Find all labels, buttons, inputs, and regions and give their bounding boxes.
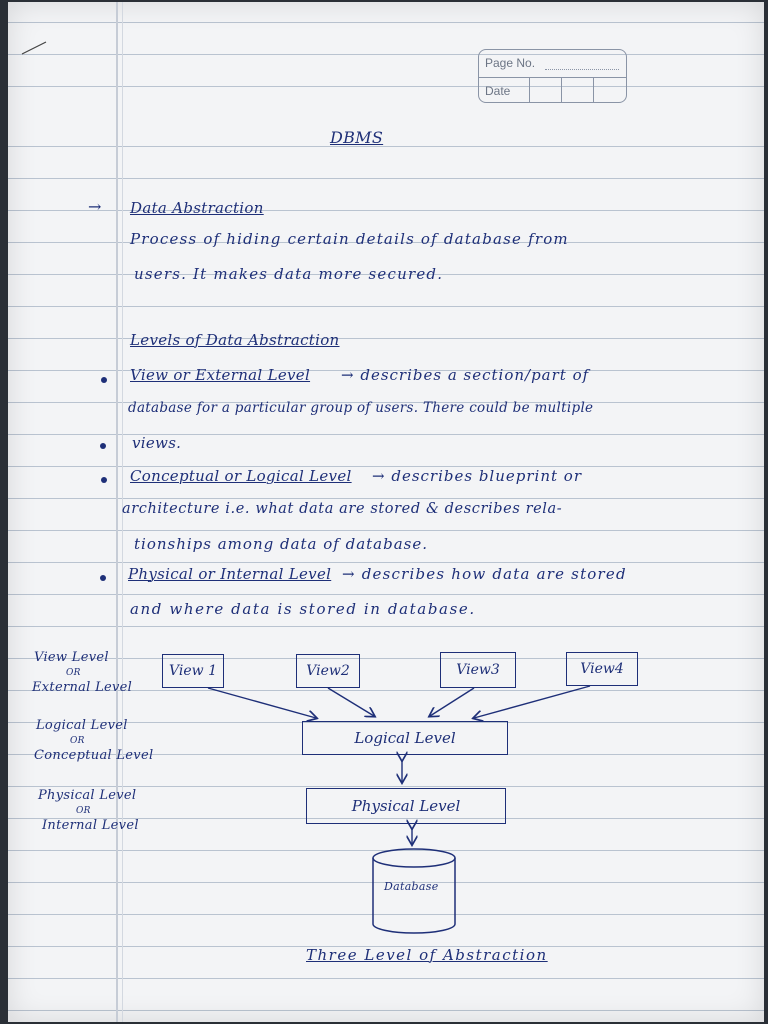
item2-text-line3: tionships among data of database. bbox=[134, 535, 429, 553]
arrow-marker: → bbox=[88, 197, 102, 216]
view-box-3: View3 bbox=[440, 652, 516, 688]
page-no-label: Page No. bbox=[485, 56, 536, 70]
item3-text-line2: and where data is stored in database. bbox=[130, 600, 476, 618]
database-cylinder-icon bbox=[373, 849, 455, 933]
arrow-view3-logical bbox=[430, 688, 474, 716]
diagram-connectors bbox=[8, 2, 764, 1022]
term-physical-internal-level: Physical or Internal Level bbox=[128, 565, 332, 583]
label-or: OR bbox=[66, 668, 81, 678]
arrow-view2-logical bbox=[328, 688, 374, 716]
arrow-view1-logical bbox=[208, 688, 316, 718]
label-or: OR bbox=[70, 736, 85, 746]
view-box-4: View4 bbox=[566, 652, 638, 686]
section1-text-line2: users. It makes data more secured. bbox=[134, 265, 444, 283]
notebook-page bbox=[8, 2, 764, 1022]
label-external-level: External Level bbox=[32, 680, 133, 695]
term-view-external-level: View or External Level bbox=[130, 366, 311, 384]
physical-level-box: Physical Level bbox=[306, 788, 506, 824]
diagram-caption: Three Level of Abstraction bbox=[306, 946, 548, 964]
logical-level-box: Logical Level bbox=[302, 721, 508, 755]
label-logical-level: Logical Level bbox=[36, 718, 128, 733]
item1-text-line1: → describes a section/part of bbox=[341, 366, 590, 384]
database-label: Database bbox=[384, 880, 439, 893]
date-label: Date bbox=[485, 84, 511, 98]
item3-text-line1: → describes how data are stored bbox=[342, 565, 627, 583]
view-box-1: View 1 bbox=[162, 654, 224, 688]
label-internal-level: Internal Level bbox=[42, 818, 139, 833]
item1-text-line2: database for a particular group of users. There could be multiple bbox=[128, 400, 594, 416]
label-conceptual-level: Conceptual Level bbox=[34, 748, 154, 763]
item1-text-line3: views. bbox=[132, 434, 182, 452]
label-or: OR bbox=[76, 806, 91, 816]
label-physical-level: Physical Level bbox=[38, 788, 137, 803]
section-heading-data-abstraction: Data Abstraction bbox=[130, 199, 264, 217]
arrow-view4-logical bbox=[474, 686, 590, 718]
label-view-level: View Level bbox=[34, 650, 109, 665]
section1-text-line1: Process of hiding certain details of database from bbox=[130, 230, 569, 248]
view-box-2: View2 bbox=[296, 654, 360, 688]
term-conceptual-logical-level: Conceptual or Logical Level bbox=[130, 467, 352, 485]
pen-mark bbox=[22, 42, 46, 54]
page-title: DBMS bbox=[330, 128, 384, 147]
item2-text-line2: architecture i.e. what data are stored & describes rela- bbox=[122, 501, 563, 517]
item2-text-line1: → describes blueprint or bbox=[372, 467, 582, 485]
section-heading-levels: Levels of Data Abstraction bbox=[130, 331, 340, 349]
